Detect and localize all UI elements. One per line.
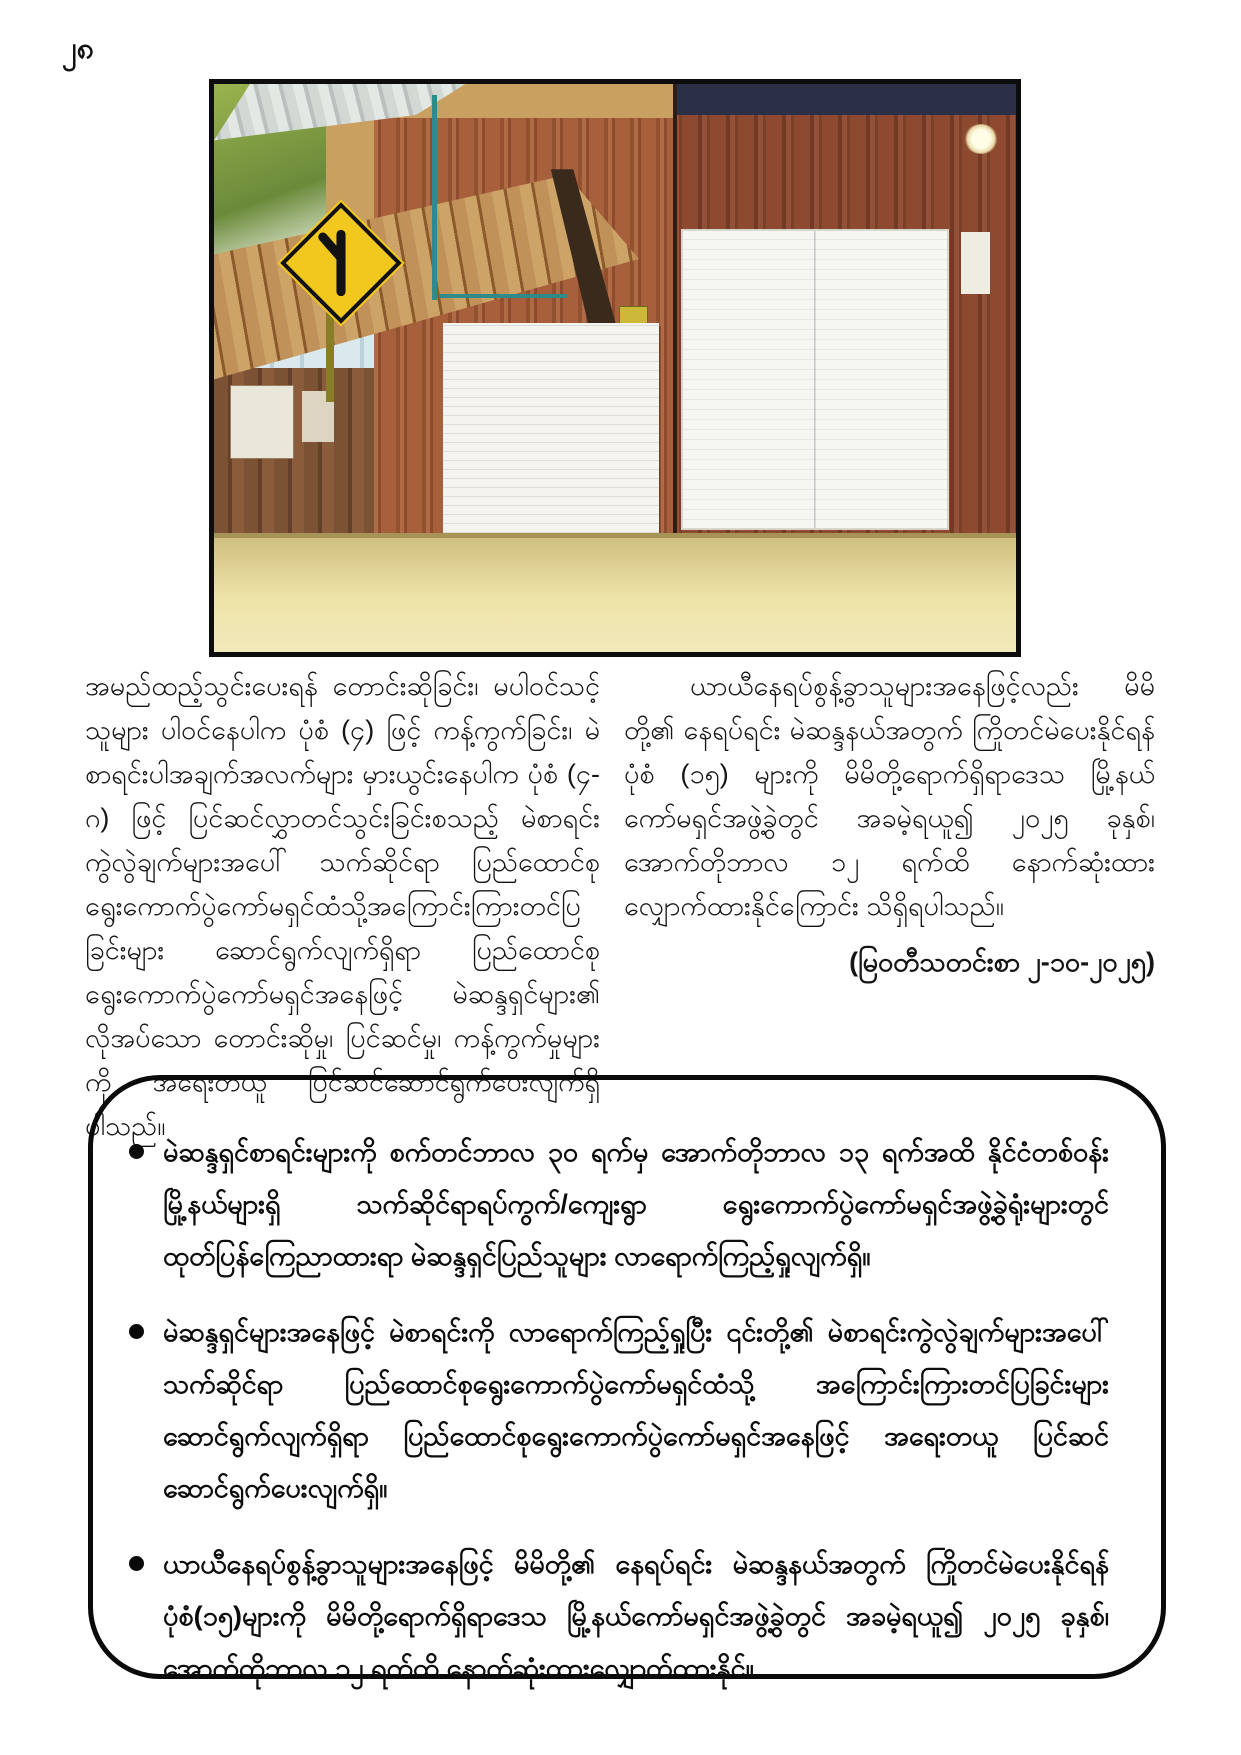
paragraph: အမည်ထည့်သွင်းပေးရန် တောင်းဆိုခြင်း၊ မပါဝင်သင့်သူများ ပါဝင်နေပါက ပုံစံ (၄) ဖြင့် ကန့်ကွက်ခြင်း၊ မဲစာရင်းပါအချက်အလက်များ မှားယွင်းနေပါက ပုံစံ (၄-ဂ) ဖြင့် ပြင်ဆင်လွှာတင်သွင်းခြင်းစသည့် မဲစာရင်းကွဲလွဲချက်များအပေါ် သက်ဆိုင်ရာ ပြည်ထောင်စုရွေးကောက်ပွဲကော်မရှင်ထံသို့အကြောင်းကြားတင်ပြခြင်းများ ဆောင်ရွက်လျက်ရှိရာ ပြည်ထောင်စုရွေးကောက်ပွဲကော်မရှင်အနေဖြင့် မဲဆန္ဒရှင်များ၏ လိုအပ်သော တောင်းဆိုမှု၊ ပြင်ဆင်မှု၊ ကန့်ကွက်မှုများကို အရေးတယူ ပြင်ဆင်ဆောင်ရွက်ပေးလျက်ရှိပါသည်။ [85, 671, 600, 1141]
photo-pipe-horizontal [439, 294, 567, 298]
photo-voter-list-poster [443, 323, 660, 533]
summary-bullet-text: ယာယီနေရပ်စွန့်ခွာသူများအနေဖြင့် မိမိတို့၏ နေရပ်ရင်း မဲဆန္ဒနယ်အတွက် ကြိုတင်မဲပေးနိုင်ရန် ပုံစံ(၁၅)များကို မိမိတို့ရောက်ရှိရာဒေသ မြို့နယ်ကော်မရှင်အဖွဲ့ခွဲတွင် အခမဲ့ရယူ၍ ၂၀၂၅ ခုနှစ်၊ အောက်တိုဘာလ ၁၂ ရက်ထိ နောက်ဆုံးထားလျှောက်ထားနိုင်။ [163, 1549, 1109, 1683]
page-number: ၂၈ [62, 32, 94, 65]
photo-ground-edge [214, 533, 1016, 538]
summary-bullet-text: မဲဆန္ဒရှင်စာရင်းများကို စက်တင်ဘာလ ၃၀ ရက်မှ အောက်တိုဘာလ ၁၃ ရက်အထိ နိုင်ငံတစ်ဝန်း မြို့နယ်များရှိ သက်ဆိုင်ရာရပ်ကွက်/ကျေးရွာ ရွေးကောက်ပွဲကော်မရှင်အဖွဲ့ခွဲရုံးများတွင် ထုတ်ပြန်ကြေညာထားရာ မဲဆန္ဒရှင်ပြည်သူများ လာရောက်ကြည့်ရှုလျက်ရှိ။ [163, 1137, 1109, 1271]
source-attribution: (မြဝတီသတင်းစာ ၂-၁၀-၂၀၂၅) [849, 947, 1155, 977]
paragraph: ယာယီနေရပ်စွန့်ခွာသူများအနေဖြင့်လည်း မိမိတို့၏ နေရပ်ရင်း မဲဆန္ဒနယ်အတွက် ကြိုတင်မဲပေးနိုင်ရန် ပုံစံ (၁၅) များကို မိမိတို့ရောက်ရှိရာဒေသ မြို့နယ်ကော်မရှင်အဖွဲ့ခွဲတွင် အခမဲ့ရယူ၍ ၂၀၂၅ ခုနှစ်၊ အောက်တိုဘာလ ၁၂ ရက်ထိ နောက်ဆုံးထားလျှောက်ထားနိုင်ကြောင်း သိရှိရပါသည်။ [624, 671, 1155, 921]
photo-lightbulb [964, 124, 998, 154]
photo-voter-list-board [681, 229, 950, 530]
summary-bullet-text: မဲဆန္ဒရှင်များအနေဖြင့် မဲစာရင်းကို လာရောက်ကြည့်ရှုပြီး ၎င်းတို့၏ မဲစာရင်းကွဲလွဲချက်များအပေါ် သက်ဆိုင်ရာ ပြည်ထောင်စုရွေးကောက်ပွဲကော်မရှင်ထံသို့ အကြောင်းကြားတင်ပြခြင်းများ ဆောင်ရွက်လျက်ရှိရာ ပြည်ထောင်စုရွေးကောက်ပွဲကော်မရှင်အနေဖြင့် အရေးတယူ ပြင်ဆင်ဆောင်ရွက်ပေးလျက်ရှိ။ [163, 1317, 1109, 1503]
photo-building-corner [673, 84, 677, 572]
summary-bullet-list [123, 1126, 1109, 1694]
photo-roof-shadow [674, 84, 1016, 115]
photo-ground [214, 533, 1016, 652]
photo-scene [214, 84, 1016, 652]
summary-bullet [123, 1306, 1109, 1514]
photo-fence-sign [230, 385, 294, 459]
bullet-dot-icon [129, 1324, 144, 1339]
photo-person-figure [214, 79, 280, 124]
summary-box [88, 1075, 1166, 1683]
bullet-dot-icon [129, 1144, 144, 1159]
photo-pipe-vertical [432, 95, 437, 299]
photo-person-figure [214, 79, 280, 80]
photo-small-notice [961, 232, 990, 294]
photo-voter-list-crowd [209, 79, 1021, 657]
bullet-dot-icon [129, 1556, 144, 1571]
summary-bullet [123, 1126, 1109, 1282]
summary-bullet [123, 1538, 1109, 1694]
